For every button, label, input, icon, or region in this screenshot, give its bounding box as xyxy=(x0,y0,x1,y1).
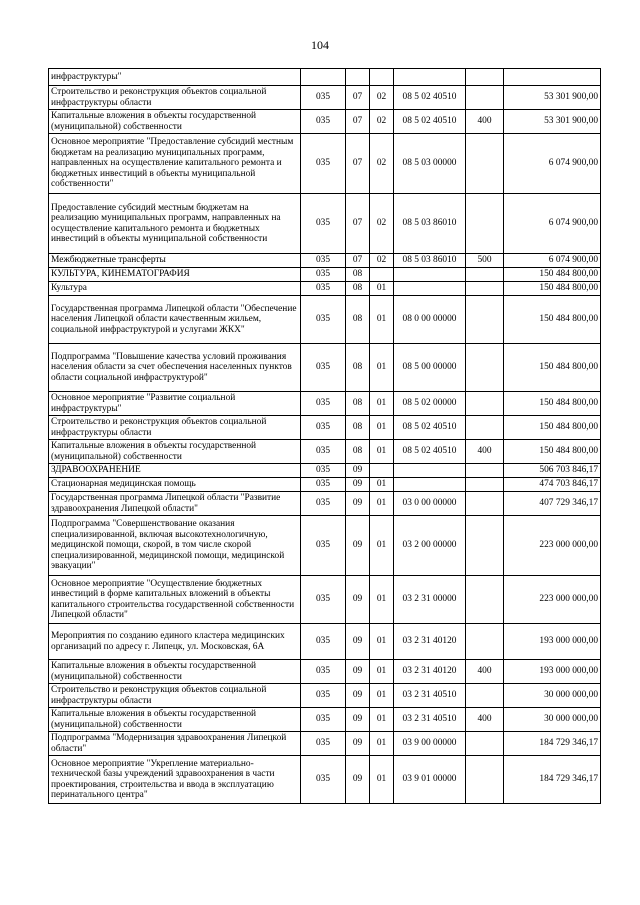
row-subsection-code: 01 xyxy=(370,492,394,516)
row-ved-code: 035 xyxy=(301,110,346,134)
row-name: Мероприятия по созданию единого кластера медицинских организаций по адресу г. Липецк, ул. Московская, 6А xyxy=(49,624,301,660)
row-ved-code: 035 xyxy=(301,516,346,576)
row-name: КУЛЬТУРА, КИНЕМАТОГРАФИЯ xyxy=(49,268,301,282)
row-section-code: 08 xyxy=(346,296,370,344)
table-row xyxy=(49,516,601,576)
row-amount: 30 000 000,00 xyxy=(504,684,601,708)
row-target-article-code: 08 5 03 86010 xyxy=(394,254,466,268)
table-row xyxy=(49,296,601,344)
row-ved-code: 035 xyxy=(301,194,346,254)
row-section-code: 08 xyxy=(346,392,370,416)
row-section-code: 09 xyxy=(346,464,370,478)
row-amount: 193 000 000,00 xyxy=(504,660,601,684)
row-subsection-code xyxy=(370,69,394,86)
row-expense-type-code xyxy=(466,416,504,440)
row-expense-type-code xyxy=(466,464,504,478)
table-row xyxy=(49,268,601,282)
row-expense-type-code xyxy=(466,732,504,756)
table-row xyxy=(49,416,601,440)
row-subsection-code: 01 xyxy=(370,416,394,440)
row-subsection-code: 01 xyxy=(370,516,394,576)
row-section-code: 08 xyxy=(346,282,370,296)
row-expense-type-code xyxy=(466,492,504,516)
row-ved-code: 035 xyxy=(301,478,346,492)
row-amount: 53 301 900,00 xyxy=(504,86,601,110)
row-name: Подпрограмма "Совершенствование оказания специализированной, включая высокотехнологичную, медицинской помощи, скорой, в том числе скорой специализированной, медицинской помощи, медицинской эвакуации" xyxy=(49,516,301,576)
row-section-code: 09 xyxy=(346,624,370,660)
row-target-article-code xyxy=(394,69,466,86)
row-target-article-code: 08 0 00 00000 xyxy=(394,296,466,344)
row-amount: 474 703 846,17 xyxy=(504,478,601,492)
table-row xyxy=(49,440,601,464)
row-expense-type-code: 400 xyxy=(466,660,504,684)
row-section-code: 08 xyxy=(346,268,370,282)
row-name: Строительство и реконструкция объектов социальной инфраструктуры области xyxy=(49,416,301,440)
row-target-article-code: 03 0 00 00000 xyxy=(394,492,466,516)
row-expense-type-code xyxy=(466,624,504,660)
row-section-code: 08 xyxy=(346,416,370,440)
row-subsection-code: 01 xyxy=(370,684,394,708)
row-subsection-code: 01 xyxy=(370,756,394,804)
row-amount: 150 484 800,00 xyxy=(504,344,601,392)
row-section-code: 07 xyxy=(346,110,370,134)
row-expense-type-code xyxy=(466,756,504,804)
row-target-article-code xyxy=(394,464,466,478)
row-ved-code: 035 xyxy=(301,392,346,416)
row-target-article-code: 08 5 03 86010 xyxy=(394,194,466,254)
row-section-code: 09 xyxy=(346,660,370,684)
table-row xyxy=(49,684,601,708)
row-section-code: 07 xyxy=(346,194,370,254)
table-row xyxy=(49,576,601,624)
row-expense-type-code xyxy=(466,69,504,86)
row-target-article-code: 03 9 00 00000 xyxy=(394,732,466,756)
table-row xyxy=(49,624,601,660)
row-name: ЗДРАВООХРАНЕНИЕ xyxy=(49,464,301,478)
row-amount: 6 074 900,00 xyxy=(504,194,601,254)
row-name: Стационарная медицинская помощь xyxy=(49,478,301,492)
row-amount: 150 484 800,00 xyxy=(504,392,601,416)
row-amount: 184 729 346,17 xyxy=(504,756,601,804)
row-ved-code: 035 xyxy=(301,660,346,684)
row-ved-code: 035 xyxy=(301,268,346,282)
row-target-article-code: 08 5 02 40510 xyxy=(394,110,466,134)
row-name: Государственная программа Липецкой области "Обеспечение населения Липецкой области качественным жильем, социальной инфраструктурой и услугами ЖКХ" xyxy=(49,296,301,344)
row-subsection-code: 02 xyxy=(370,134,394,194)
row-amount: 150 484 800,00 xyxy=(504,268,601,282)
row-name: Строительство и реконструкция объектов социальной инфраструктуры области xyxy=(49,684,301,708)
row-name: Межбюджетные трансферты xyxy=(49,254,301,268)
row-ved-code: 035 xyxy=(301,464,346,478)
row-target-article-code: 03 2 31 40510 xyxy=(394,684,466,708)
row-target-article-code: 03 2 31 00000 xyxy=(394,576,466,624)
row-expense-type-code xyxy=(466,296,504,344)
row-section-code: 09 xyxy=(346,756,370,804)
table-row xyxy=(49,708,601,732)
row-name: Строительство и реконструкция объектов социальной инфраструктуры области xyxy=(49,86,301,110)
row-subsection-code: 01 xyxy=(370,660,394,684)
row-section-code: 09 xyxy=(346,492,370,516)
row-expense-type-code xyxy=(466,392,504,416)
row-amount: 150 484 800,00 xyxy=(504,296,601,344)
row-expense-type-code xyxy=(466,576,504,624)
row-ved-code: 035 xyxy=(301,134,346,194)
row-amount: 150 484 800,00 xyxy=(504,416,601,440)
row-name: Подпрограмма "Повышение качества условий проживания населения области за счет обеспечения населенных пунктов области социальной инфраструктурой" xyxy=(49,344,301,392)
row-section-code: 08 xyxy=(346,440,370,464)
row-subsection-code xyxy=(370,464,394,478)
row-section-code: 08 xyxy=(346,344,370,392)
table-row xyxy=(49,194,601,254)
row-subsection-code: 01 xyxy=(370,392,394,416)
row-section-code: 09 xyxy=(346,684,370,708)
row-section-code: 07 xyxy=(346,86,370,110)
row-subsection-code: 01 xyxy=(370,576,394,624)
row-subsection-code: 01 xyxy=(370,708,394,732)
row-subsection-code: 02 xyxy=(370,86,394,110)
row-expense-type-code xyxy=(466,134,504,194)
row-target-article-code: 08 5 02 40510 xyxy=(394,440,466,464)
table-row xyxy=(49,756,601,804)
row-target-article-code: 03 2 00 00000 xyxy=(394,516,466,576)
row-subsection-code: 01 xyxy=(370,296,394,344)
row-ved-code: 035 xyxy=(301,708,346,732)
row-expense-type-code xyxy=(466,478,504,492)
row-subsection-code: 01 xyxy=(370,478,394,492)
row-target-article-code: 03 2 31 40120 xyxy=(394,624,466,660)
row-subsection-code: 01 xyxy=(370,282,394,296)
row-amount: 184 729 346,17 xyxy=(504,732,601,756)
row-amount: 6 074 900,00 xyxy=(504,134,601,194)
row-expense-type-code xyxy=(466,194,504,254)
row-name: Основное мероприятие "Развитие социальной инфраструктуры" xyxy=(49,392,301,416)
row-ved-code xyxy=(301,69,346,86)
row-expense-type-code xyxy=(466,344,504,392)
row-ved-code: 035 xyxy=(301,684,346,708)
table-row xyxy=(49,732,601,756)
row-name: Основное мероприятие "Предоставление субсидий местным бюджетам на реализацию муниципальных программ, направленных на осуществление капитального ремонта и бюджетных инвестиций в объекты муниципальной собственности" xyxy=(49,134,301,194)
row-target-article-code: 08 5 02 40510 xyxy=(394,416,466,440)
budget-table xyxy=(48,68,601,804)
table-row xyxy=(49,478,601,492)
row-subsection-code: 01 xyxy=(370,624,394,660)
row-name: Культура xyxy=(49,282,301,296)
row-ved-code: 035 xyxy=(301,440,346,464)
table-row xyxy=(49,86,601,110)
row-amount: 506 703 846,17 xyxy=(504,464,601,478)
row-name: Капитальные вложения в объекты государственной (муниципальной) собственности xyxy=(49,110,301,134)
row-target-article-code: 03 9 01 00000 xyxy=(394,756,466,804)
row-ved-code: 035 xyxy=(301,576,346,624)
row-section-code: 09 xyxy=(346,708,370,732)
row-expense-type-code: 500 xyxy=(466,254,504,268)
row-subsection-code: 01 xyxy=(370,440,394,464)
row-subsection-code: 02 xyxy=(370,194,394,254)
row-section-code: 09 xyxy=(346,732,370,756)
row-target-article-code: 03 2 31 40120 xyxy=(394,660,466,684)
row-target-article-code xyxy=(394,478,466,492)
table-row xyxy=(49,69,601,86)
row-amount: 193 000 000,00 xyxy=(504,624,601,660)
row-amount: 150 484 800,00 xyxy=(504,440,601,464)
row-amount xyxy=(504,69,601,86)
row-section-code: 07 xyxy=(346,134,370,194)
row-target-article-code: 03 2 31 40510 xyxy=(394,708,466,732)
row-section-code: 09 xyxy=(346,576,370,624)
table-row xyxy=(49,464,601,478)
row-name: Капитальные вложения в объекты государственной (муниципальной) собственности xyxy=(49,708,301,732)
row-expense-type-code xyxy=(466,86,504,110)
row-name: инфраструктуры" xyxy=(49,69,301,86)
row-name: Основное мероприятие "Осуществление бюджетных инвестиций в форме капитальных вложений в объекты капитального строительства государственной собственности Липецкой области" xyxy=(49,576,301,624)
row-target-article-code xyxy=(394,268,466,282)
row-ved-code: 035 xyxy=(301,732,346,756)
page-number: 104 xyxy=(311,38,329,52)
row-subsection-code: 02 xyxy=(370,254,394,268)
row-target-article-code: 08 5 02 40510 xyxy=(394,86,466,110)
table-row xyxy=(49,344,601,392)
row-expense-type-code xyxy=(466,516,504,576)
row-ved-code: 035 xyxy=(301,86,346,110)
row-ved-code: 035 xyxy=(301,282,346,296)
row-expense-type-code xyxy=(466,268,504,282)
row-expense-type-code: 400 xyxy=(466,110,504,134)
row-expense-type-code: 400 xyxy=(466,440,504,464)
row-ved-code: 035 xyxy=(301,416,346,440)
row-ved-code: 035 xyxy=(301,296,346,344)
row-subsection-code: 01 xyxy=(370,732,394,756)
row-amount: 6 074 900,00 xyxy=(504,254,601,268)
row-name: Основное мероприятие "Укрепление материально-технической базы учреждений здравоохранения в части проектирования, строительства и ввода в эксплуатацию перинатального центра" xyxy=(49,756,301,804)
row-section-code: 09 xyxy=(346,516,370,576)
row-target-article-code: 08 5 00 00000 xyxy=(394,344,466,392)
row-amount: 150 484 800,00 xyxy=(504,282,601,296)
table-row xyxy=(49,134,601,194)
row-subsection-code: 02 xyxy=(370,110,394,134)
row-name: Государственная программа Липецкой области "Развитие здравоохранения Липецкой области" xyxy=(49,492,301,516)
table-row xyxy=(49,492,601,516)
row-name: Капитальные вложения в объекты государственной (муниципальной) собственности xyxy=(49,440,301,464)
row-name: Капитальные вложения в объекты государственной (муниципальной) собственности xyxy=(49,660,301,684)
table-row xyxy=(49,282,601,296)
row-ved-code: 035 xyxy=(301,624,346,660)
row-expense-type-code: 400 xyxy=(466,708,504,732)
row-expense-type-code xyxy=(466,282,504,296)
row-target-article-code: 08 5 03 00000 xyxy=(394,134,466,194)
row-ved-code: 035 xyxy=(301,254,346,268)
row-name: Предоставление субсидий местным бюджетам на реализацию муниципальных программ, направленных на осуществление капитального ремонта и бюджетных инвестиций в объекты муниципальной собственности xyxy=(49,194,301,254)
row-ved-code: 035 xyxy=(301,344,346,392)
row-amount: 223 000 000,00 xyxy=(504,576,601,624)
row-target-article-code xyxy=(394,282,466,296)
row-expense-type-code xyxy=(466,684,504,708)
row-name: Подпрограмма "Модернизация здравоохранения Липецкой области" xyxy=(49,732,301,756)
row-subsection-code xyxy=(370,268,394,282)
table-row xyxy=(49,254,601,268)
row-subsection-code: 01 xyxy=(370,344,394,392)
row-section-code: 07 xyxy=(346,254,370,268)
row-amount: 30 000 000,00 xyxy=(504,708,601,732)
table-row xyxy=(49,660,601,684)
row-section-code xyxy=(346,69,370,86)
row-ved-code: 035 xyxy=(301,492,346,516)
row-section-code: 09 xyxy=(346,478,370,492)
table-row xyxy=(49,392,601,416)
row-target-article-code: 08 5 02 00000 xyxy=(394,392,466,416)
row-amount: 223 000 000,00 xyxy=(504,516,601,576)
row-amount: 53 301 900,00 xyxy=(504,110,601,134)
row-amount: 407 729 346,17 xyxy=(504,492,601,516)
row-ved-code: 035 xyxy=(301,756,346,804)
table-row xyxy=(49,110,601,134)
